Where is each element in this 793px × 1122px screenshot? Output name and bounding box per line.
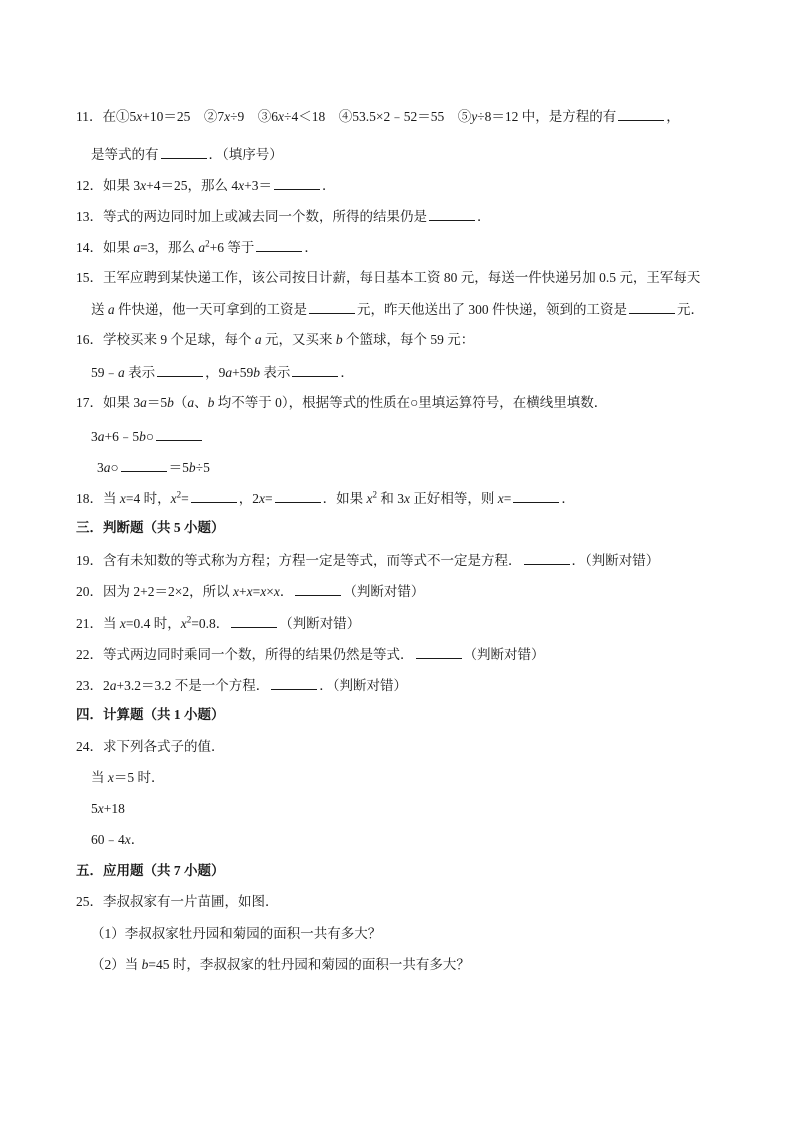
variable: a [133,240,141,255]
question-text: 5 [91,801,98,816]
question-text: ． [322,178,336,193]
variable: b [188,460,196,475]
question-text: 均不等于 0），根据等式的性质在○里填运算符号，在横线里填数． [214,395,608,410]
answer-blank[interactable] [231,613,277,628]
question-text: ÷4＜18 ④53.5×2﹣52＝55 ⑤ [284,109,472,124]
question-text: +6﹣5 [104,429,140,444]
answer-blank[interactable] [256,237,302,252]
answer-blank[interactable] [524,550,570,565]
answer-blank[interactable] [271,675,317,690]
question-text: 如果 3 [103,395,141,410]
question-text: 元，昨天他送出了 300 件快递，领到的工资是 [357,302,627,317]
variable: a [107,302,115,317]
question-text: 元，又买来 [261,332,336,347]
question-text: 2 [103,678,110,693]
variable: x [366,491,373,506]
question-text: ＝5 [146,395,168,410]
question-text: = [181,491,189,506]
answer-blank[interactable] [121,457,167,472]
section-heading-application: 五．应用题（共 7 小题） [76,863,225,878]
exponent: 2 [372,489,377,500]
question-text: 件快递，他一天可拿到的工资是 [114,302,307,317]
question-number: 14． [76,240,103,255]
question-number: 22． [76,647,103,662]
variable: x [170,491,177,506]
question-text: （ [173,395,188,410]
question-18 [76,488,575,508]
question-text: ． [340,365,354,380]
question-text: 59﹣ [91,365,118,380]
variable: x [119,616,126,631]
question-text: ． [477,209,491,224]
variable: b [335,332,343,347]
variable: b [139,429,146,444]
question-text: 当 [103,616,120,631]
variable: x [97,801,104,816]
question-text: ．如果 [322,491,367,506]
question-text: +59 [232,365,254,380]
answer-blank[interactable] [292,362,338,377]
question-text: ，2 [238,491,259,506]
variable: b [141,957,149,972]
question-text: =0.4 时， [125,616,181,631]
question-text: ． [561,491,575,506]
question-number: 19． [76,553,103,568]
question-text: 送 [91,302,108,317]
question-text: ．（填序号） [208,147,283,162]
question-text: 、 [194,395,208,410]
variable: x [278,109,285,124]
variable: x [273,584,280,599]
question-17-line-3 [97,457,210,477]
question-number: 18． [76,491,103,506]
variable: x [238,178,245,193]
variable: x [246,584,253,599]
variable: a [118,365,125,380]
question-text: =45 时，李叔叔家的牡丹园和菊园的面积一共有多大？ [148,957,470,972]
answer-blank[interactable] [275,488,321,503]
variable: x [232,584,239,599]
variable: a [254,332,262,347]
question-text: （判断对错） [279,616,361,631]
question-number: 17． [76,395,103,410]
question-number: 24． [76,739,103,754]
answer-blank[interactable] [295,581,341,596]
question-text: 含有未知数的等式称为方程；方程一定是等式，而等式不一定是方程． [103,553,522,568]
question-text: 等式的两边同时加上或减去同一个数，所得的结果仍是 [103,209,427,224]
question-16-line-2 [91,362,354,382]
question-24-expression-2 [91,831,144,849]
answer-blank[interactable] [274,175,320,190]
question-text: ＝5 时． [113,770,165,785]
variable: x [497,491,504,506]
question-number: 11． [76,109,103,124]
question-text: +3＝ [244,178,272,193]
question-text: （判断对错） [463,647,545,662]
answer-blank[interactable] [429,206,475,221]
variable: a [140,395,147,410]
question-text: 表示 [260,365,291,380]
variable: a [198,240,206,255]
variable: x [259,491,265,506]
question-text: × [266,584,274,599]
variable: x [180,616,187,631]
question-text: （判断对错） [343,584,425,599]
question-text: +10＝25 ②7 [142,109,225,124]
question-12 [76,175,336,195]
question-25-sub-2 [91,956,470,974]
variable: b [207,395,215,410]
exponent: 2 [186,614,192,625]
question-text: 是等式的有 [91,147,159,162]
question-number: 13． [76,209,103,224]
question-text: +4＝25，那么 4 [146,178,239,193]
variable: x [260,584,267,599]
variable: a [187,395,195,410]
variable: x [119,491,126,506]
section-heading-calculation: 四．计算题（共 1 小题） [76,707,225,722]
variable: x [107,770,114,785]
question-text: 表示 [124,365,156,380]
question-number: 23． [76,678,103,693]
exponent: 2 [205,238,210,249]
question-17-line-2 [91,426,204,446]
question-text: 如果 3 [103,178,141,193]
question-21 [76,613,360,633]
operator-circle[interactable]: ○ [110,460,119,475]
question-number: 12． [76,178,103,193]
answer-blank[interactable] [416,644,462,659]
question-text: ÷9 ③6 [230,109,279,124]
variable: a [97,429,105,444]
question-text: ＝5 [168,460,189,475]
question-number: 16． [76,332,103,347]
question-text: +6 等于 [209,240,255,255]
question-number: 15． [76,270,103,285]
question-text: = [265,491,273,506]
question-25-sub-1: （1）李叔叔家牡丹园和菊园的面积一共有多大？ [91,926,382,941]
answer-blank[interactable] [157,362,203,377]
variable: b [167,395,174,410]
question-24 [76,738,225,756]
question-23 [76,675,407,695]
question-11-line-1 [76,106,680,126]
question-number: 25． [76,894,103,909]
question-text: = [252,584,261,599]
question-text: +18 [103,801,125,816]
variable: a [225,365,233,380]
question-text: +3.2＝3.2 不是一个方程． [116,678,270,693]
variable: a [109,678,117,693]
question-20 [76,581,424,601]
question-text: （2）当 [91,957,142,972]
answer-blank[interactable] [191,488,237,503]
variable: x [224,109,231,124]
answer-blank[interactable] [629,299,675,314]
question-text: = [503,491,512,506]
answer-blank[interactable] [161,144,207,159]
question-text: 学校买来 9 个足球，每个 [103,332,255,347]
question-text: 3 [97,460,104,475]
question-text: ， [666,109,680,124]
question-text: ，9 [205,365,226,380]
question-text: 等式两边同时乘同一个数，所得的结果仍然是等式． [103,647,414,662]
question-text: 3 [91,429,98,444]
question-text: 求下列各式子的值． [103,739,225,754]
question-text: ． [130,832,145,847]
question-22 [76,644,545,664]
question-text: =0.8． [191,616,230,631]
question-19 [76,550,659,570]
question-text: + [238,584,247,599]
section-heading-judgement: 三．判断题（共 5 小题） [76,520,225,535]
answer-blank[interactable] [513,488,559,503]
question-text: ． [279,584,294,599]
question-text: ÷5 [195,460,210,475]
variable: x [136,109,143,124]
question-text: 当 [103,491,120,506]
question-text: ÷8＝12 中，是方程的有 [477,109,617,124]
question-text: ．（判断对错） [571,553,660,568]
answer-blank[interactable] [618,106,664,121]
question-11-line-2 [91,144,283,164]
question-15-line-1 [76,269,700,287]
variable: b [253,365,260,380]
question-text: =4 时， [125,491,171,506]
answer-blank[interactable] [156,426,202,441]
variable: x [124,832,131,847]
question-text: ．（判断对错） [319,678,407,693]
question-text: 正好相等，则 [410,491,498,506]
question-text: 如果 [103,240,134,255]
question-text: 当 [91,770,108,785]
question-text: 元． [677,302,704,317]
question-number: 20． [76,584,103,599]
variable: y [471,109,478,124]
variable: a [103,460,111,475]
question-16-line-1 [76,331,474,349]
question-text: =3，那么 [140,240,199,255]
variable: x [140,178,147,193]
question-24-expression-1 [91,800,125,818]
question-text: 因为 2+2＝2×2，所以 [103,584,233,599]
answer-blank[interactable] [309,299,355,314]
operator-circle[interactable]: ○ [145,429,155,444]
question-25 [76,893,279,911]
question-text: 李叔叔家有一片苗圃，如图． [103,894,279,909]
question-text: 在①5 [102,109,137,124]
question-24-condition [91,769,165,787]
question-15-line-2 [91,299,704,319]
question-14 [76,237,318,257]
exponent: 2 [176,489,182,500]
question-17-line-1 [76,394,607,412]
variable: x [404,491,410,506]
question-text: 个篮球，每个 59 元： [342,332,475,347]
question-text: 60﹣4 [91,832,125,847]
question-text: 和 3 [377,491,404,506]
question-13 [76,206,491,226]
question-text: ． [304,240,318,255]
question-number: 21． [76,616,103,631]
question-text: 王军应聘到某快递工作，该公司按日计薪，每日基本工资 80 元，每送一件快递另加 0.5 元，王军每天 [103,270,701,285]
